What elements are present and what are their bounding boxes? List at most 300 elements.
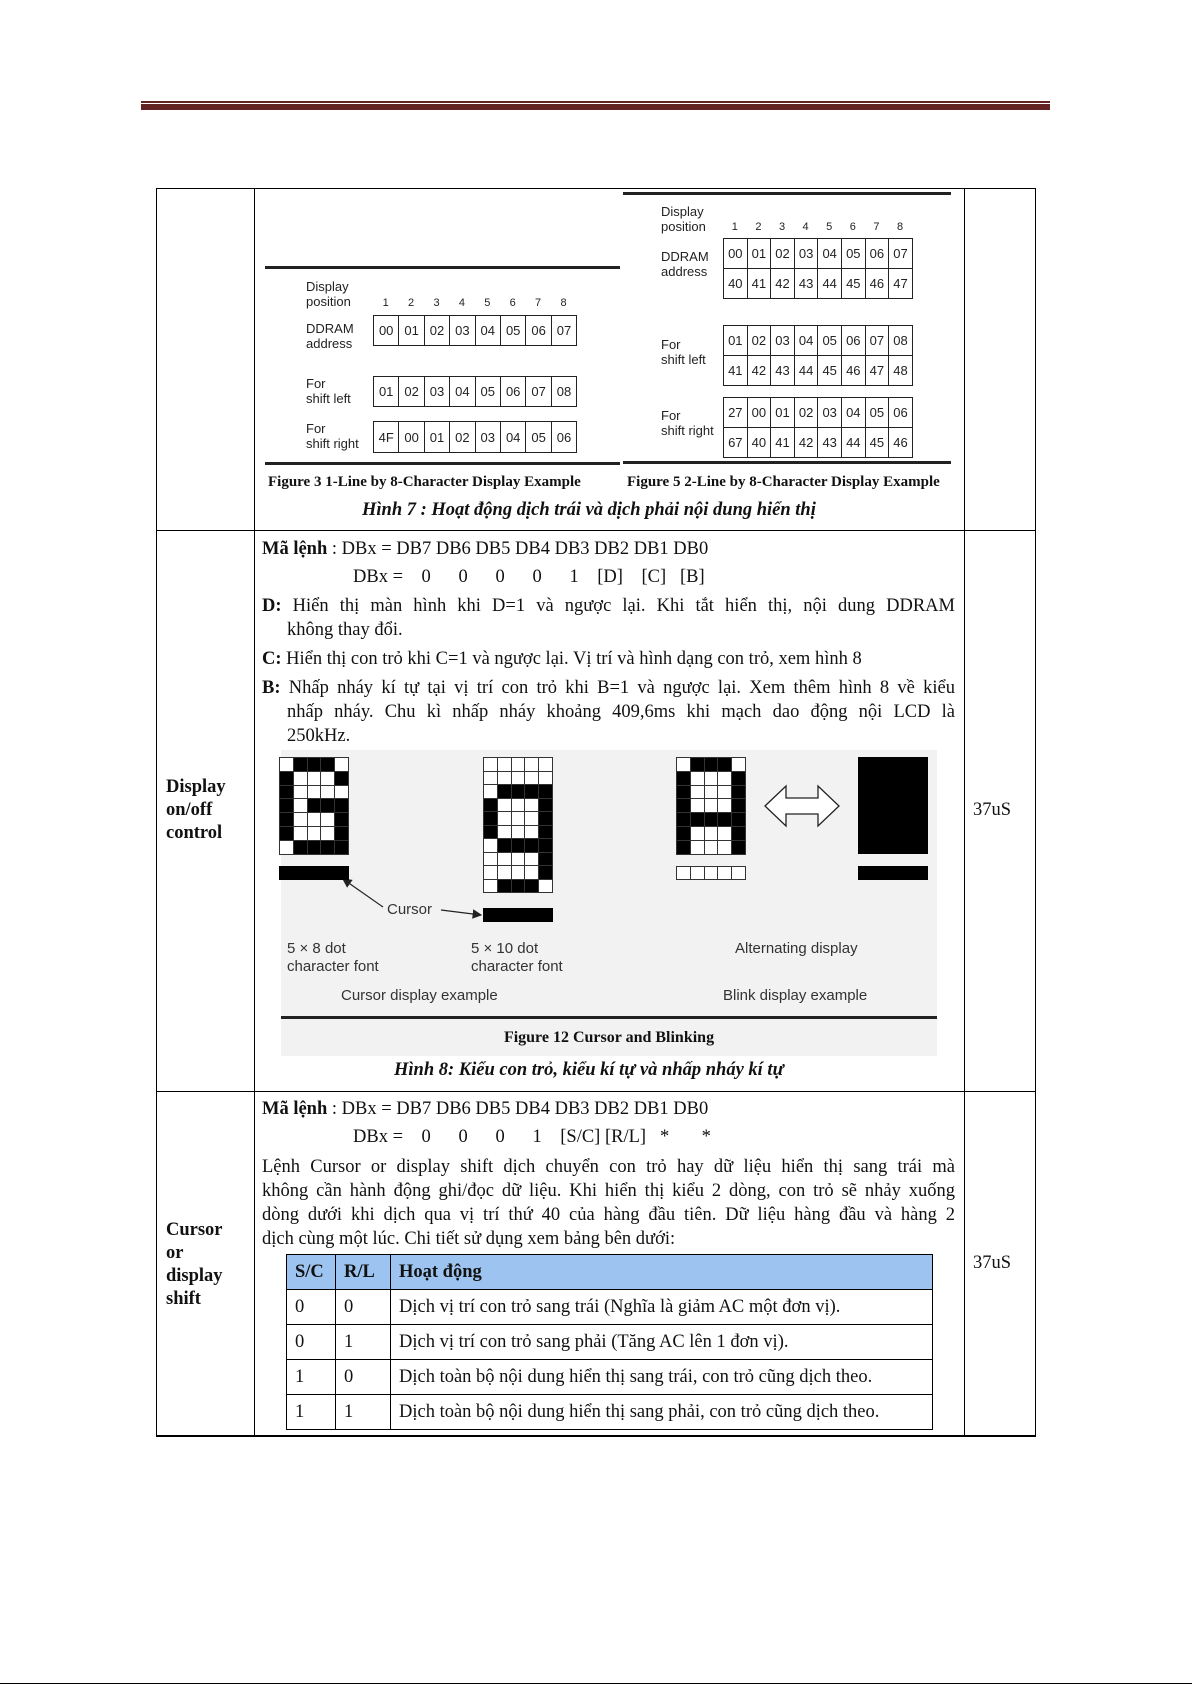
opcode-label: Mã lệnh xyxy=(262,1099,328,1119)
shift-left-label: For shift left xyxy=(306,376,351,406)
ddram-cell: 41 xyxy=(770,427,795,458)
dot xyxy=(497,811,512,826)
dot xyxy=(524,771,539,786)
ddram-cell: 03 xyxy=(475,421,501,453)
b-description-cont: nhấp nháy. Chu kì nhấp nháy khoảng 409,6ms khi mạch dao động nội LCD là xyxy=(287,702,955,722)
dot xyxy=(676,826,691,841)
ddram-cell: 02 xyxy=(449,421,475,453)
ddram-cell: 00 xyxy=(373,315,399,346)
dot xyxy=(731,798,746,813)
label-line: control xyxy=(166,823,223,843)
dot xyxy=(293,798,308,813)
double-arrow-icon xyxy=(765,786,839,826)
dot xyxy=(334,757,349,772)
dot xyxy=(538,852,553,867)
label-line: Cursor xyxy=(166,1220,223,1240)
cell-operation: Dịch vị trí con trỏ sang phải (Tăng AC lên 1 đơn vị). xyxy=(391,1325,933,1360)
ddram-cell: 07 xyxy=(551,315,577,346)
position-number: 7 xyxy=(873,221,880,233)
dot xyxy=(717,840,732,855)
ddram-cell: 01 xyxy=(747,238,772,269)
dot xyxy=(690,798,705,813)
table-row xyxy=(287,1290,933,1325)
ddram-cell: 00 xyxy=(747,397,772,428)
dot xyxy=(538,784,553,799)
b-description-cont: 250kHz. xyxy=(287,726,351,746)
table-row xyxy=(287,1325,933,1360)
dot xyxy=(704,812,719,827)
ddram-cell: 43 xyxy=(817,427,842,458)
dot xyxy=(497,757,512,772)
dot xyxy=(704,840,719,855)
c-text: Hiển thị con trỏ khi C=1 và ngược lại. Vị trí và hình dạng con trỏ, xem hình 8 xyxy=(286,649,862,669)
c-description xyxy=(262,647,862,671)
ddram-cell: 42 xyxy=(747,355,772,386)
ddram-cell: 4F xyxy=(373,421,399,453)
cell-rl: 1 xyxy=(336,1395,391,1430)
dot xyxy=(676,840,691,855)
label-line: Display xyxy=(166,777,226,797)
dot xyxy=(307,812,322,827)
cell-rl: 0 xyxy=(336,1360,391,1395)
label-line: or xyxy=(166,1243,184,1263)
dot xyxy=(279,840,294,855)
dot xyxy=(538,798,553,813)
dot xyxy=(279,785,294,800)
dot xyxy=(538,879,553,894)
dot xyxy=(511,838,526,853)
position-number: 1 xyxy=(731,221,738,233)
dot xyxy=(704,866,719,880)
dot xyxy=(334,798,349,813)
d-text: Hiển thị màn hình khi D=1 và ngược lại. Khi tắt hiển thị, nội dung DDRAM xyxy=(292,596,955,616)
dot xyxy=(293,785,308,800)
ddram-cell: 06 xyxy=(865,238,890,269)
cell-sc: 0 xyxy=(287,1290,336,1325)
ddram-cell: 05 xyxy=(525,421,551,453)
alternating-display-label: Alternating display xyxy=(735,940,858,957)
header-rl: R/L xyxy=(336,1255,391,1290)
dot xyxy=(511,865,526,880)
cursor-bar xyxy=(279,866,349,880)
dot xyxy=(497,771,512,786)
blink-display-example-label: Blink display example xyxy=(723,987,868,1004)
ddram-cell: 42 xyxy=(794,427,819,458)
ddram-cell: 27 xyxy=(723,397,748,428)
ddram-cell: 02 xyxy=(747,325,772,356)
ddram-cell: 05 xyxy=(817,325,842,356)
ddram-cell: 47 xyxy=(888,268,913,299)
dot xyxy=(676,798,691,813)
ddram-cell: 46 xyxy=(841,355,866,386)
position-number: 4 xyxy=(458,297,465,309)
cell-sc: 0 xyxy=(287,1325,336,1360)
dot xyxy=(704,771,719,786)
ddram-cell: 03 xyxy=(794,238,819,269)
dot xyxy=(320,785,335,800)
dot xyxy=(731,826,746,841)
b-text: Nhấp nháy kí tự tại vị trí con trỏ khi B=1 và ngược lại. Xem thêm hình 8 về kiểu xyxy=(288,678,956,698)
label-line: shift xyxy=(166,1289,201,1309)
ddram-cell: 07 xyxy=(525,376,551,407)
ddram-cell: 01 xyxy=(398,315,424,346)
figure-8-caption: Hình 8: Kiểu con trỏ, kiểu kí tự và nhấp nháy kí tự xyxy=(394,1060,784,1080)
dot xyxy=(483,838,498,853)
figure-3-caption: Figure 3 1-Line by 8-Character Display Example xyxy=(268,474,581,490)
ddram-cell: 06 xyxy=(500,376,526,407)
dot xyxy=(307,798,322,813)
b-key: B: xyxy=(262,678,281,698)
cursor-display-example-label: Cursor display example xyxy=(341,987,498,1004)
opcode-values: DBx = 0 0 0 0 1 [D] [C] [B] xyxy=(353,567,705,587)
dot xyxy=(717,785,732,800)
ddram-cell: 43 xyxy=(794,268,819,299)
cursor-bar xyxy=(858,866,928,880)
dot xyxy=(524,852,539,867)
dot xyxy=(731,771,746,786)
header-operation: Hoạt động xyxy=(391,1255,933,1290)
dot xyxy=(538,838,553,853)
dot xyxy=(731,866,746,880)
header-rule-thick xyxy=(141,104,1050,110)
dot xyxy=(511,784,526,799)
font-5x10-label: 5 × 10 dot character font xyxy=(471,940,563,975)
dot xyxy=(511,879,526,894)
dot xyxy=(524,811,539,826)
cursor-pointer-arrow xyxy=(441,910,481,915)
dot xyxy=(538,825,553,840)
instruction-name-display-control xyxy=(166,776,226,845)
dot xyxy=(731,840,746,855)
dot xyxy=(483,865,498,880)
shift-right-label: For shift right xyxy=(306,421,359,451)
dot xyxy=(511,825,526,840)
ddram-cell: 41 xyxy=(723,355,748,386)
position-number: 5 xyxy=(484,297,491,309)
cell-rl: 1 xyxy=(336,1325,391,1360)
position-number: 4 xyxy=(802,221,809,233)
cell-rl: 0 xyxy=(336,1290,391,1325)
dot xyxy=(497,852,512,867)
dot xyxy=(717,812,732,827)
b-description xyxy=(262,676,955,700)
figure-7-caption: Hình 7 : Hoạt động dịch trái và dịch phải nội dung hiển thị xyxy=(362,500,816,520)
blink-solid-block xyxy=(858,757,928,854)
ddram-cell: 44 xyxy=(841,427,866,458)
dot xyxy=(690,826,705,841)
ddram-cell: 45 xyxy=(865,427,890,458)
dot xyxy=(524,757,539,772)
dot xyxy=(690,771,705,786)
dot xyxy=(320,757,335,772)
ddram-cell: 02 xyxy=(424,315,450,346)
ddram-cell: 43 xyxy=(770,355,795,386)
position-number: 3 xyxy=(433,297,440,309)
dot xyxy=(483,811,498,826)
dot xyxy=(334,771,349,786)
dot xyxy=(307,840,322,855)
dot xyxy=(293,840,308,855)
position-number: 8 xyxy=(896,221,904,233)
ddram-cell: 41 xyxy=(747,268,772,299)
dot xyxy=(334,785,349,800)
figure-rule xyxy=(623,461,951,464)
ddram-cell: 02 xyxy=(770,238,795,269)
ddram-cell: 07 xyxy=(865,325,890,356)
dot xyxy=(307,826,322,841)
dot xyxy=(731,785,746,800)
dot xyxy=(497,879,512,894)
dot xyxy=(483,852,498,867)
ddram-cell: 45 xyxy=(841,268,866,299)
description-line: dòng dưới khi dịch qua vị trí thứ 40 của hàng đầu tiên. Dữ liệu hàng đầu và hàng 2 xyxy=(262,1205,955,1225)
ddram-cell: 05 xyxy=(475,376,501,407)
dot xyxy=(279,798,294,813)
d-description xyxy=(262,594,955,618)
dot xyxy=(690,757,705,772)
dot xyxy=(497,784,512,799)
ddram-cell: 44 xyxy=(817,268,842,299)
ddram-cell: 46 xyxy=(865,268,890,299)
ddram-cell: 04 xyxy=(817,238,842,269)
ddram-address-label: DDRAM address xyxy=(306,321,354,351)
instruction-name-cursor-shift xyxy=(166,1219,223,1311)
dot xyxy=(676,757,691,772)
dot xyxy=(731,812,746,827)
table-row xyxy=(287,1395,933,1430)
figure-rule xyxy=(265,266,620,269)
label-line: on/off xyxy=(166,800,213,820)
ddram-address-label: DDRAM address xyxy=(661,249,709,279)
row-divider xyxy=(156,1091,1036,1092)
dot xyxy=(704,757,719,772)
dot xyxy=(334,840,349,855)
ddram-cell: 08 xyxy=(888,325,913,356)
display-position-label: Display position xyxy=(661,204,706,234)
dot xyxy=(524,879,539,894)
dot xyxy=(717,771,732,786)
column-divider xyxy=(964,188,965,1436)
dot xyxy=(483,757,498,772)
position-number: 3 xyxy=(778,221,786,233)
dot xyxy=(279,812,294,827)
ddram-cell: 45 xyxy=(817,355,842,386)
dot xyxy=(293,826,308,841)
execution-time: 37uS xyxy=(973,800,1012,820)
dot xyxy=(307,785,322,800)
ddram-cell: 03 xyxy=(449,315,475,346)
ddram-cell: 46 xyxy=(888,427,913,458)
ddram-cell: 07 xyxy=(888,238,913,269)
ddram-cell: 48 xyxy=(888,355,913,386)
dot xyxy=(717,798,732,813)
dot xyxy=(497,865,512,880)
opcode-line xyxy=(262,537,708,561)
ddram-cell: 06 xyxy=(551,421,577,453)
dot xyxy=(483,798,498,813)
position-number: 8 xyxy=(560,297,567,309)
ddram-cell: 44 xyxy=(794,355,819,386)
figure-12-caption: Figure 12 Cursor and Blinking xyxy=(503,1029,715,1046)
page-bottom-rule xyxy=(0,1683,1192,1684)
dot xyxy=(511,811,526,826)
ddram-cell: 42 xyxy=(770,268,795,299)
table-border-top xyxy=(156,188,1036,189)
ddram-cell: 40 xyxy=(747,427,772,458)
shift-right-label: For shift right xyxy=(661,408,714,438)
table-border-bottom xyxy=(156,1435,1036,1437)
dot xyxy=(690,866,705,880)
dot xyxy=(511,852,526,867)
dot xyxy=(717,757,732,772)
ddram-cell: 06 xyxy=(888,397,913,428)
table-header-row xyxy=(287,1255,933,1290)
dot xyxy=(704,785,719,800)
dot xyxy=(524,838,539,853)
row-divider xyxy=(156,530,1036,531)
dot xyxy=(676,866,691,880)
opcode-bits: : DBx = DB7 DB6 DB5 DB4 DB3 DB2 DB1 DB0 xyxy=(331,1099,709,1119)
d-description-cont: không thay đổi. xyxy=(287,620,403,640)
dot xyxy=(320,826,335,841)
ddram-cell: 04 xyxy=(841,397,866,428)
ddram-cell: 03 xyxy=(817,397,842,428)
ddram-cell: 05 xyxy=(865,397,890,428)
dot xyxy=(704,826,719,841)
dot xyxy=(538,811,553,826)
ddram-cell: 01 xyxy=(373,376,399,407)
opcode-bits: : DBx = DB7 DB6 DB5 DB4 DB3 DB2 DB1 DB0 xyxy=(331,539,709,559)
dot xyxy=(279,826,294,841)
opcode-values: DBx = 0 0 0 1 [S/C] [R/L] * * xyxy=(353,1127,711,1147)
dot xyxy=(293,812,308,827)
ddram-cell: 05 xyxy=(500,315,526,346)
ddram-cell: 06 xyxy=(841,325,866,356)
position-number: 5 xyxy=(826,221,833,233)
cell-sc: 1 xyxy=(287,1360,336,1395)
dot xyxy=(320,771,335,786)
dot xyxy=(320,840,335,855)
display-position-label: Display position xyxy=(306,279,351,309)
dot xyxy=(320,798,335,813)
dot xyxy=(676,785,691,800)
position-number: 2 xyxy=(755,221,762,233)
cell-operation: Dịch toàn bộ nội dung hiển thị sang phải, con trỏ cũng dịch theo. xyxy=(391,1395,933,1430)
opcode-label: Mã lệnh xyxy=(262,539,328,559)
dot xyxy=(511,798,526,813)
dot xyxy=(717,826,732,841)
ddram-cell: 03 xyxy=(424,376,450,407)
shift-left-label: For shift left xyxy=(661,337,706,367)
header-sc: S/C xyxy=(287,1255,336,1290)
dot xyxy=(307,757,322,772)
dot xyxy=(293,771,308,786)
figure-5-caption: Figure 5 2-Line by 8-Character Display Example xyxy=(627,474,940,490)
cell-operation: Dịch toàn bộ nội dung hiển thị sang trái, con trỏ cũng dịch theo. xyxy=(391,1360,933,1395)
label-line: display xyxy=(166,1266,223,1286)
ddram-cell: 06 xyxy=(525,315,551,346)
dot xyxy=(511,771,526,786)
dot xyxy=(690,840,705,855)
ddram-cell: 04 xyxy=(449,376,475,407)
dot xyxy=(279,757,294,772)
dot xyxy=(279,771,294,786)
ddram-cell: 01 xyxy=(424,421,450,453)
cursor-arrows xyxy=(281,750,937,1056)
ddram-cell: 00 xyxy=(398,421,424,453)
dot xyxy=(524,825,539,840)
ddram-cell: 67 xyxy=(723,427,748,458)
dot xyxy=(676,812,691,827)
dot xyxy=(320,812,335,827)
c-key: C: xyxy=(262,649,282,669)
position-number: 1 xyxy=(382,297,389,309)
table-border-right xyxy=(1035,188,1036,1436)
cursor-label: Cursor xyxy=(387,901,433,918)
header-rule-thin xyxy=(141,101,1050,103)
ddram-cell: 02 xyxy=(398,376,424,407)
ddram-cell: 01 xyxy=(770,397,795,428)
dot xyxy=(497,798,512,813)
ddram-cell: 08 xyxy=(551,376,577,407)
dot xyxy=(690,812,705,827)
dot xyxy=(524,784,539,799)
ddram-cell: 04 xyxy=(500,421,526,453)
dot xyxy=(293,757,308,772)
ddram-cell: 40 xyxy=(723,268,748,299)
ddram-cell: 00 xyxy=(723,238,748,269)
dot xyxy=(524,798,539,813)
dot xyxy=(717,866,732,880)
ddram-cell: 01 xyxy=(723,325,748,356)
dot xyxy=(690,785,705,800)
table-row xyxy=(287,1360,933,1395)
opcode-line xyxy=(262,1097,708,1121)
execution-time: 37uS xyxy=(973,1253,1012,1273)
cursor-bar xyxy=(483,908,553,922)
dot xyxy=(511,757,526,772)
position-number: 6 xyxy=(509,297,516,309)
column-divider xyxy=(254,188,255,1436)
dot xyxy=(731,757,746,772)
dot xyxy=(334,812,349,827)
figure-12 xyxy=(281,750,937,1056)
dot xyxy=(497,825,512,840)
dot xyxy=(538,865,553,880)
position-number: 7 xyxy=(535,297,542,309)
dot xyxy=(524,865,539,880)
dot xyxy=(483,784,498,799)
dot xyxy=(483,879,498,894)
dot xyxy=(497,838,512,853)
position-number: 2 xyxy=(408,297,415,309)
dot xyxy=(538,757,553,772)
ddram-cell: 05 xyxy=(841,238,866,269)
description-line: dịch cùng một lúc. Chi tiết sử dụng xem bảng bên dưới: xyxy=(262,1229,676,1249)
cell-sc: 1 xyxy=(287,1395,336,1430)
table-border-left xyxy=(156,188,157,1436)
dot xyxy=(676,771,691,786)
ddram-cell: 03 xyxy=(770,325,795,356)
ddram-cell: 02 xyxy=(794,397,819,428)
dot xyxy=(483,771,498,786)
d-key: D: xyxy=(262,596,282,616)
ddram-cell: 04 xyxy=(475,315,501,346)
description-line: không cần hành động ghi/đọc dữ liệu. Khi hiển thị kiểu 2 dòng, con trỏ sẽ nhảy xuống xyxy=(262,1181,955,1201)
figure-rule xyxy=(623,192,951,195)
ddram-cell: 04 xyxy=(794,325,819,356)
cursor-pointer-arrow xyxy=(343,879,383,907)
